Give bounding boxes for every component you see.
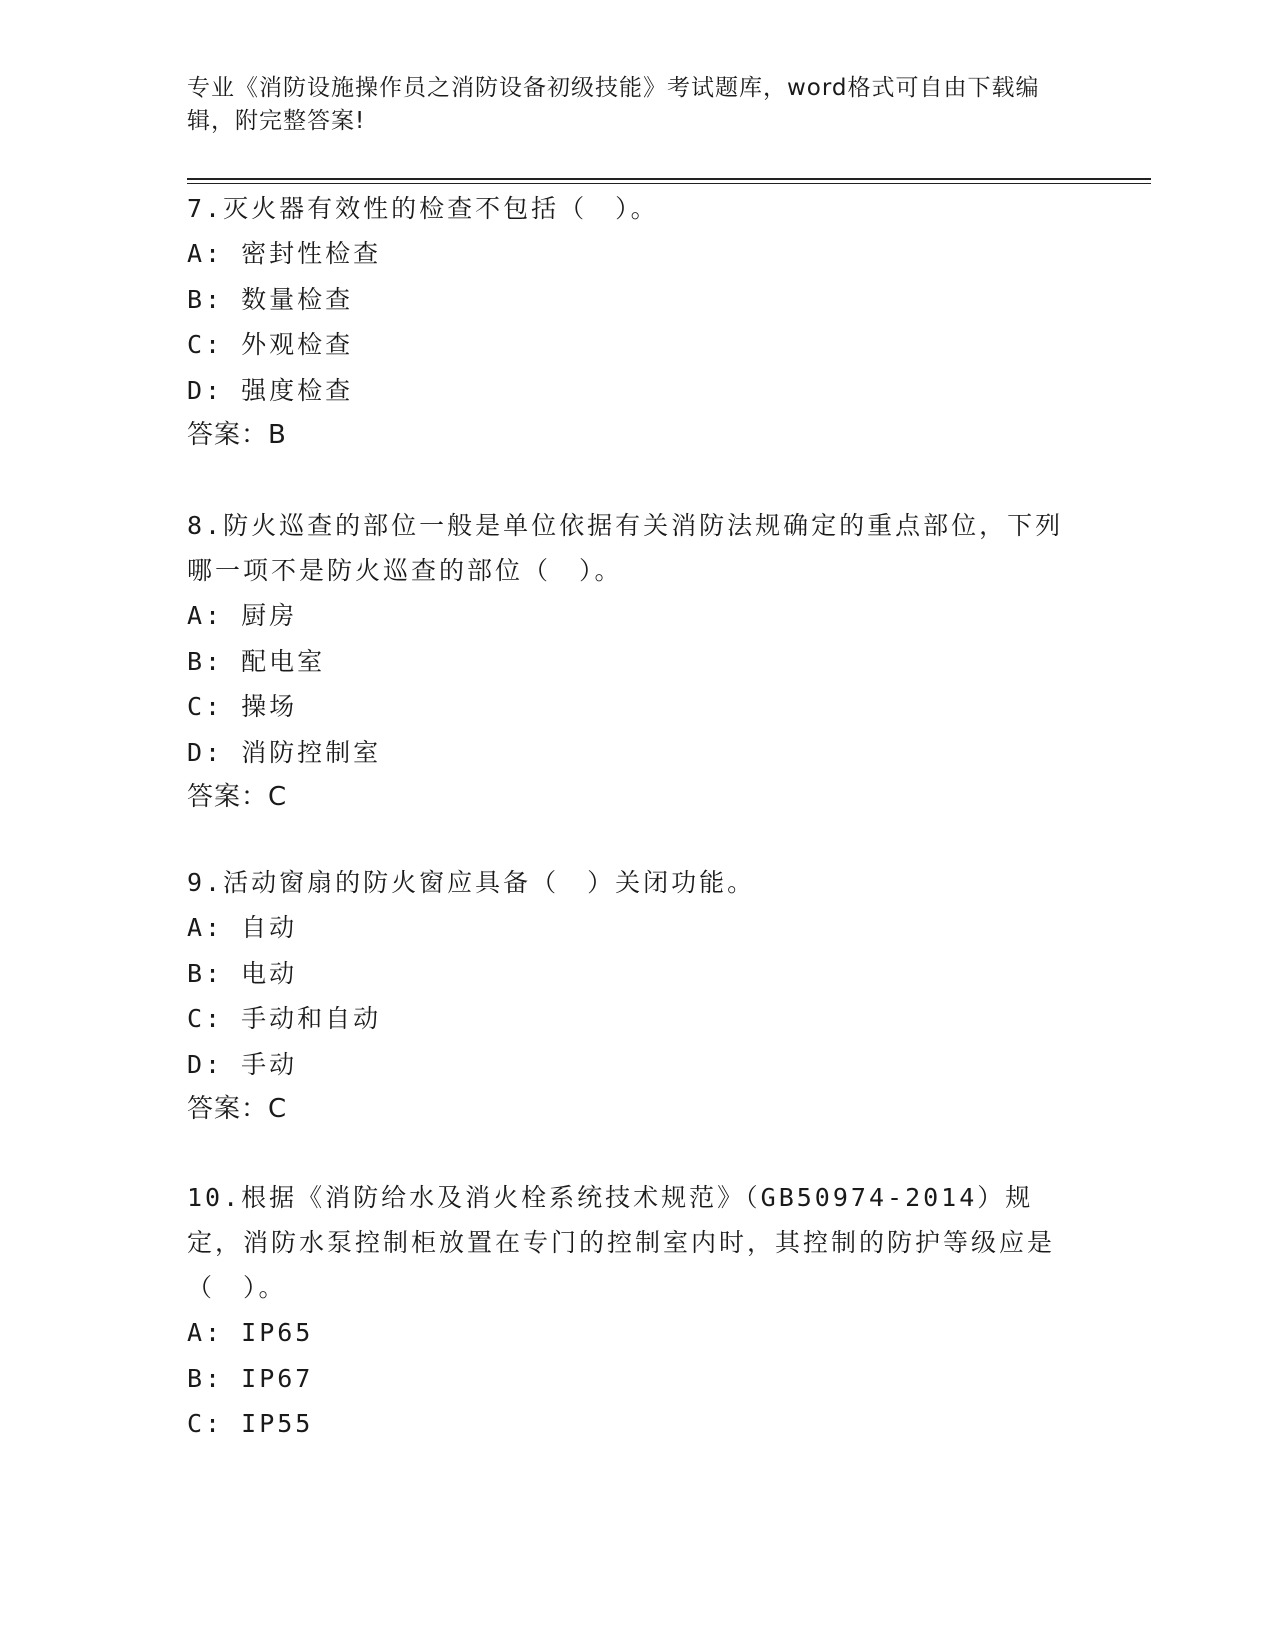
header-divider-thin xyxy=(187,183,1151,184)
answer-line: 答案：B xyxy=(187,420,287,450)
option-b: B: 电动 xyxy=(187,958,298,988)
option-d: D: 强度检查 xyxy=(187,375,354,405)
option-c: C: 外观检查 xyxy=(187,330,354,359)
question-10 xyxy=(187,1175,1067,1447)
question-8 xyxy=(187,503,1067,820)
option-a: A: 厨房 xyxy=(187,601,298,630)
question-7 xyxy=(187,186,1067,458)
option-a: A: 密封性检查 xyxy=(187,239,382,268)
option-a: A: IP65 xyxy=(187,1318,314,1347)
option-b: B: IP67 xyxy=(187,1363,314,1393)
option-b: B: 配电室 xyxy=(187,646,326,676)
option-d: D: 手动 xyxy=(187,1049,298,1079)
question-9 xyxy=(187,860,1067,1132)
document-header-note: 专业《消防设施操作员之消防设备初级技能》考试题库，word格式可自由下载编辑，附完整答案! xyxy=(187,75,1040,134)
option-c: C: 操场 xyxy=(187,692,298,721)
option-a: A: 自动 xyxy=(187,913,298,942)
header-divider-thick xyxy=(187,178,1151,180)
question-stem: 8.防火巡查的部位一般是单位依据有关消防法规确定的重点部位，下列哪一项不是防火巡查的部位（ ）。 xyxy=(187,511,1064,585)
option-c: C: 手动和自动 xyxy=(187,1004,382,1033)
question-stem: 7.灭火器有效性的检查不包括（ ）。 xyxy=(187,194,659,223)
option-b: B: 数量检查 xyxy=(187,284,354,314)
option-c: C: IP55 xyxy=(187,1409,314,1438)
answer-line: 答案：C xyxy=(187,1094,288,1124)
question-stem: 10.根据《消防给水及消火栓系统技术规范》（GB50974-2014）规定，消防水泵控制柜放置在专门的控制室内时，其控制的防护等级应是（ ）。 xyxy=(187,1183,1056,1302)
option-d: D: 消防控制室 xyxy=(187,737,382,767)
answer-line: 答案：C xyxy=(187,782,288,812)
question-stem: 9.活动窗扇的防火窗应具备（ ）关闭功能。 xyxy=(187,868,756,897)
